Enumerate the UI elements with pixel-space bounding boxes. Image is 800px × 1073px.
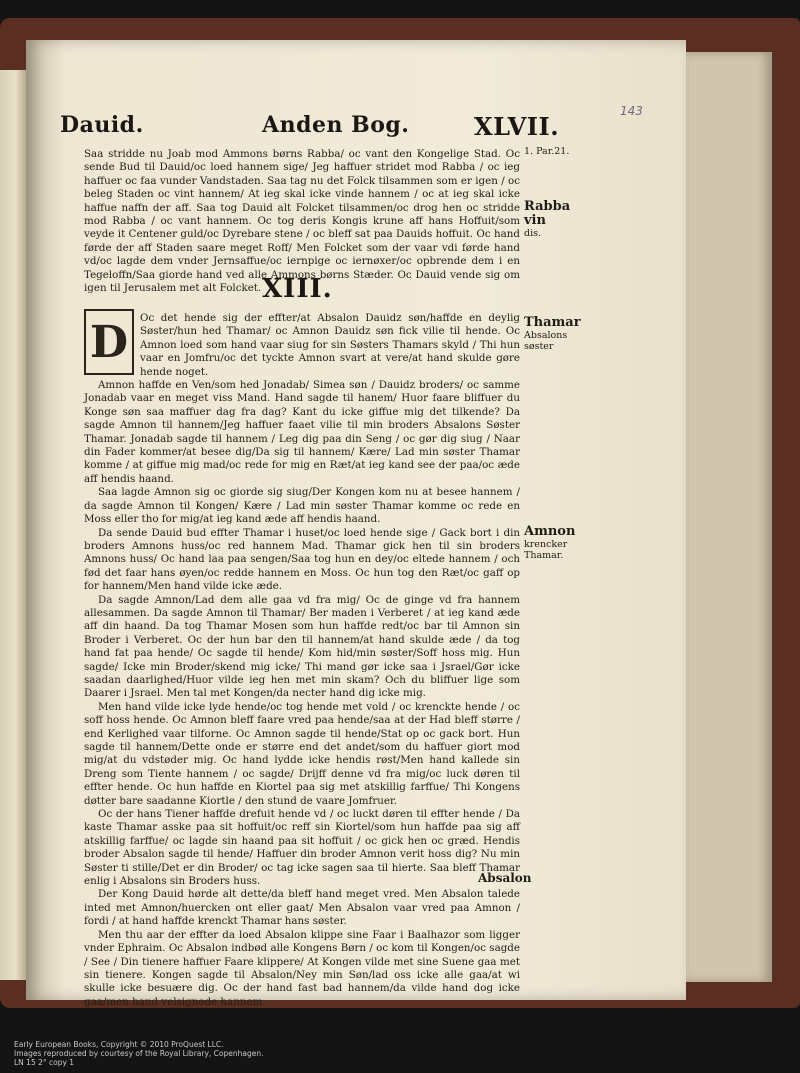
chapter-paragraph: Oc det hende sig der effter/at Absalon Dauidz søn/haffde en deylig Søster/hun hed Thamar/ oc Amnon Dauidz søn fick vilie til hende. Oc Amnon loed som hand vaar siug for sin Søsters Thamars skyld / Thi hun vaar en Jomfru/oc det tyckte Amnon svart at vere/at hand skulde gøre hende noget. [140,312,520,378]
footer-line: Early European Books, Copyright © 2010 ProQuest LLC. [14,1040,224,1049]
footer-line: Images reproduced by courtesy of the Royal Library, Copenhagen. [14,1049,264,1058]
margin-note-sub: Absalons søster [524,330,568,352]
chapter-paragraph: Men thu aar der effter da loed Absalon klippe sine Faar i Baalhazor som ligger vnder Ephraim. Oc Absalon indbød alle Kongens Børn / oc kom til Kongen/oc sagde / See / Din tienere haffuer Faare klippere/ At Kongen vilde met sine Suene gaa met sin tienere. Kongen sagde til Absalon/Ney min Søn/lad oss icke alle gaa/at wi skulle icke besuære dig. Oc der hand fast bad hannem/da vilde hand dog icke gaa/men hand velsignede hannem. [84,928,520,1008]
running-head-center: Anden Bog. [262,112,410,138]
running-head-folio: XLVII. [474,112,560,141]
margin-note-sub: dis. [524,228,542,239]
drop-cap-initial: D [84,309,134,375]
chapter-paragraph: Saa lagde Amnon sig oc giorde sig siug/Der Kongen kom nu at besee hannem / da sagde Amnon til Kongen/ Kære / Lad min søster Thamar komme oc rede en Moss eller tho for mig/at ieg kand æde aff hendis haand. [84,486,520,526]
chapter-paragraph: Amnon haffde en Ven/som hed Jonadab/ Simea søn / Dauidz broders/ oc samme Jonadab vaar en meget viss Mand. Hand sagde til hanem/ Huor faare bliffuer du Konge søn saa maffuer dag fra dag? Kant du icke giffue mig det tilkende? Da sagde Amnon til hannem/Jeg haffuer faaet vilie til min broders Absalons Søster Thamar. Jonadab sagde til hannem / Leg dig paa din Seng / oc gør dig siug / Naar din Fader kommer/at besee dig/Da sig til hannem/ Kære/ Lad min søster Thamar komme / at giffue mig mad/oc rede for mig en Ræt/at ieg kand see der paa/oc æde aff hendis haand. [84,379,520,485]
margin-note-sub: krencker Thamar. [524,539,568,561]
margin-note-thamar [524,316,592,352]
margin-note-title: Thamar [524,315,581,330]
margin-note-title: Amnon [524,524,576,539]
margin-note-rabba [524,200,592,239]
margin-note-title: Rabba vin [524,199,571,228]
chapter-paragraph: Oc der hans Tiener haffde drefuit hende vd / oc luckt døren til effter hende / Da kaste Thamar asske paa sit hoffuit/oc reff sin Kiortel/som hun haffde paa sig aff atskillig farffue/ oc lagde sin haand paa sit hoffuit / oc gick hen oc græd. Hendis broder Absalon sagde til hende/ Haffuer din broder Amnon verit hoss dig? Nu min Søster ti stille/Det er din Broder/ oc tag icke sagen saa til hierte. Saa bleff Thamar enlig i Absalons sin Broders huss. [84,808,520,888]
chapter-paragraph: Der Kong Dauid hørde alt dette/da bleff hand meget vred. Men Absalon talede inted met Amnon/huercken ont eller gaat/ Men Absalon vaar vred paa Amnon / fordi / at hand haffde krenckt Thamar hans søster. [84,888,520,928]
margin-note-reference [524,146,592,157]
running-head-left: Dauid. [60,112,144,138]
footer-line: LN 15 2° copy 1 [14,1058,75,1067]
page-fore-edge [686,52,772,982]
catchword: Absalon [478,871,532,885]
chapter-body [84,312,520,1009]
chapter-heading: XIII. [262,274,333,304]
left-page-edge [0,70,26,980]
paragraph-text: Saa stridde nu Joab mod Ammons børns Rabba/ oc vant den Kongelige Stad. Oc sende Bud til Dauid/oc loed hannem sige/ Jeg haffuer stridet mod Rabba / oc ieg haffuer oc faa vunder Vandstaden. Saa tag nu det Folck tilsammen som er igen / oc beleg Staden oc vint hannem/ At ieg skal icke vinde hannem / oc at ieg skal icke haffue naffn der aff. Saa tog Dauid alt Folcket tilsammen/oc drog hen oc stridde mod Rabba / oc vant hannem. Oc tog deris Kongis krune aff hans Hoffuit/som veyde it Centener guld/oc Dyrebare stene / oc bleff sat paa Dauids hoffuit. Oc hand førde der aff Staden saare meget Roff/ Men Folcket som der vaar vdi førde hand vd/oc lagde dem vnder Jernsaffue/oc iernpige oc iernøxer/oc opbrende dem i en Tegeloffn/Saa giorde hand ved alle Ammons børns Stæder. Oc Dauid vende sig om igen til Jerusalem met alt Folcket. [84,148,520,295]
margin-note-amnon [524,525,592,561]
chapter-paragraph: Men hand vilde icke lyde hende/oc tog hende met vold / oc krenckte hende / oc soff hoss hende. Oc Amnon bleff faare vred paa hende/saa at der Had bleff større / end Kerlighed vaar tilforne. Oc Amnon sagde til hende/Stat op oc gack bort. Hun sagde til hannem/Dette onde er større end det andet/som du haffuer giort mod mig/at du vdstøder mig. Oc hand lydde icke hendis røst/Men hand kallede sin Dreng som Tiente hannem / oc sagde/ Drijff denne vd fra mig/oc luck døren til effter hende. Oc hun haffde en Kiortel paa sig met atskillig farffue/ Thi Kongens døtter bare saadanne Kiortle / den stund de vaare Jomfruer. [84,700,520,807]
chapter-paragraph: Da sende Dauid bud effter Thamar i huset/oc loed hende sige / Gack bort i din broders Amnons huss/oc red hannem Mad. Thamar gick hen til sin broders Amnons huss/ Oc hand laa paa sengen/Saa tog hun en dey/oc eltede hannem / och fød det faar hans øyen/oc redde hannem en Moss. Oc hun tog den Ræt/oc gaff op for hannem/Men hand vilde icke æde. [84,526,520,593]
handwritten-folio-number: 143 [620,104,643,118]
margin-note-text: 1. Par.21. [524,146,570,157]
copyright-footer [14,1040,263,1067]
chapter-paragraph: Da sagde Amnon/Lad dem alle gaa vd fra mig/ Oc de ginge vd fra hannem allesammen. Da sagde Amnon til Thamar/ Ber maden i Verberet / at ieg kand æde aff din haand. Da tog Thamar Mosen som hun haffde redt/oc bar til Amnon sin Broder i Verberet. Oc der hun bar den til hannem/at hand skulde æde / da tog hand fat paa hende/ Oc sagde til hende/ Kom hid/min søster/Soff hoss mig. Hun sagde/ Icke min Broder/skend mig icke/ Thi mand gør icke saa i Jsrael/Gør icke saadan daarlighed/Huor vilde ieg hen met min skam? Och du bliffuer lige som Daarer i Jsrael. Men tal met Kongen/da necter hand dig icke mig. [84,593,520,700]
